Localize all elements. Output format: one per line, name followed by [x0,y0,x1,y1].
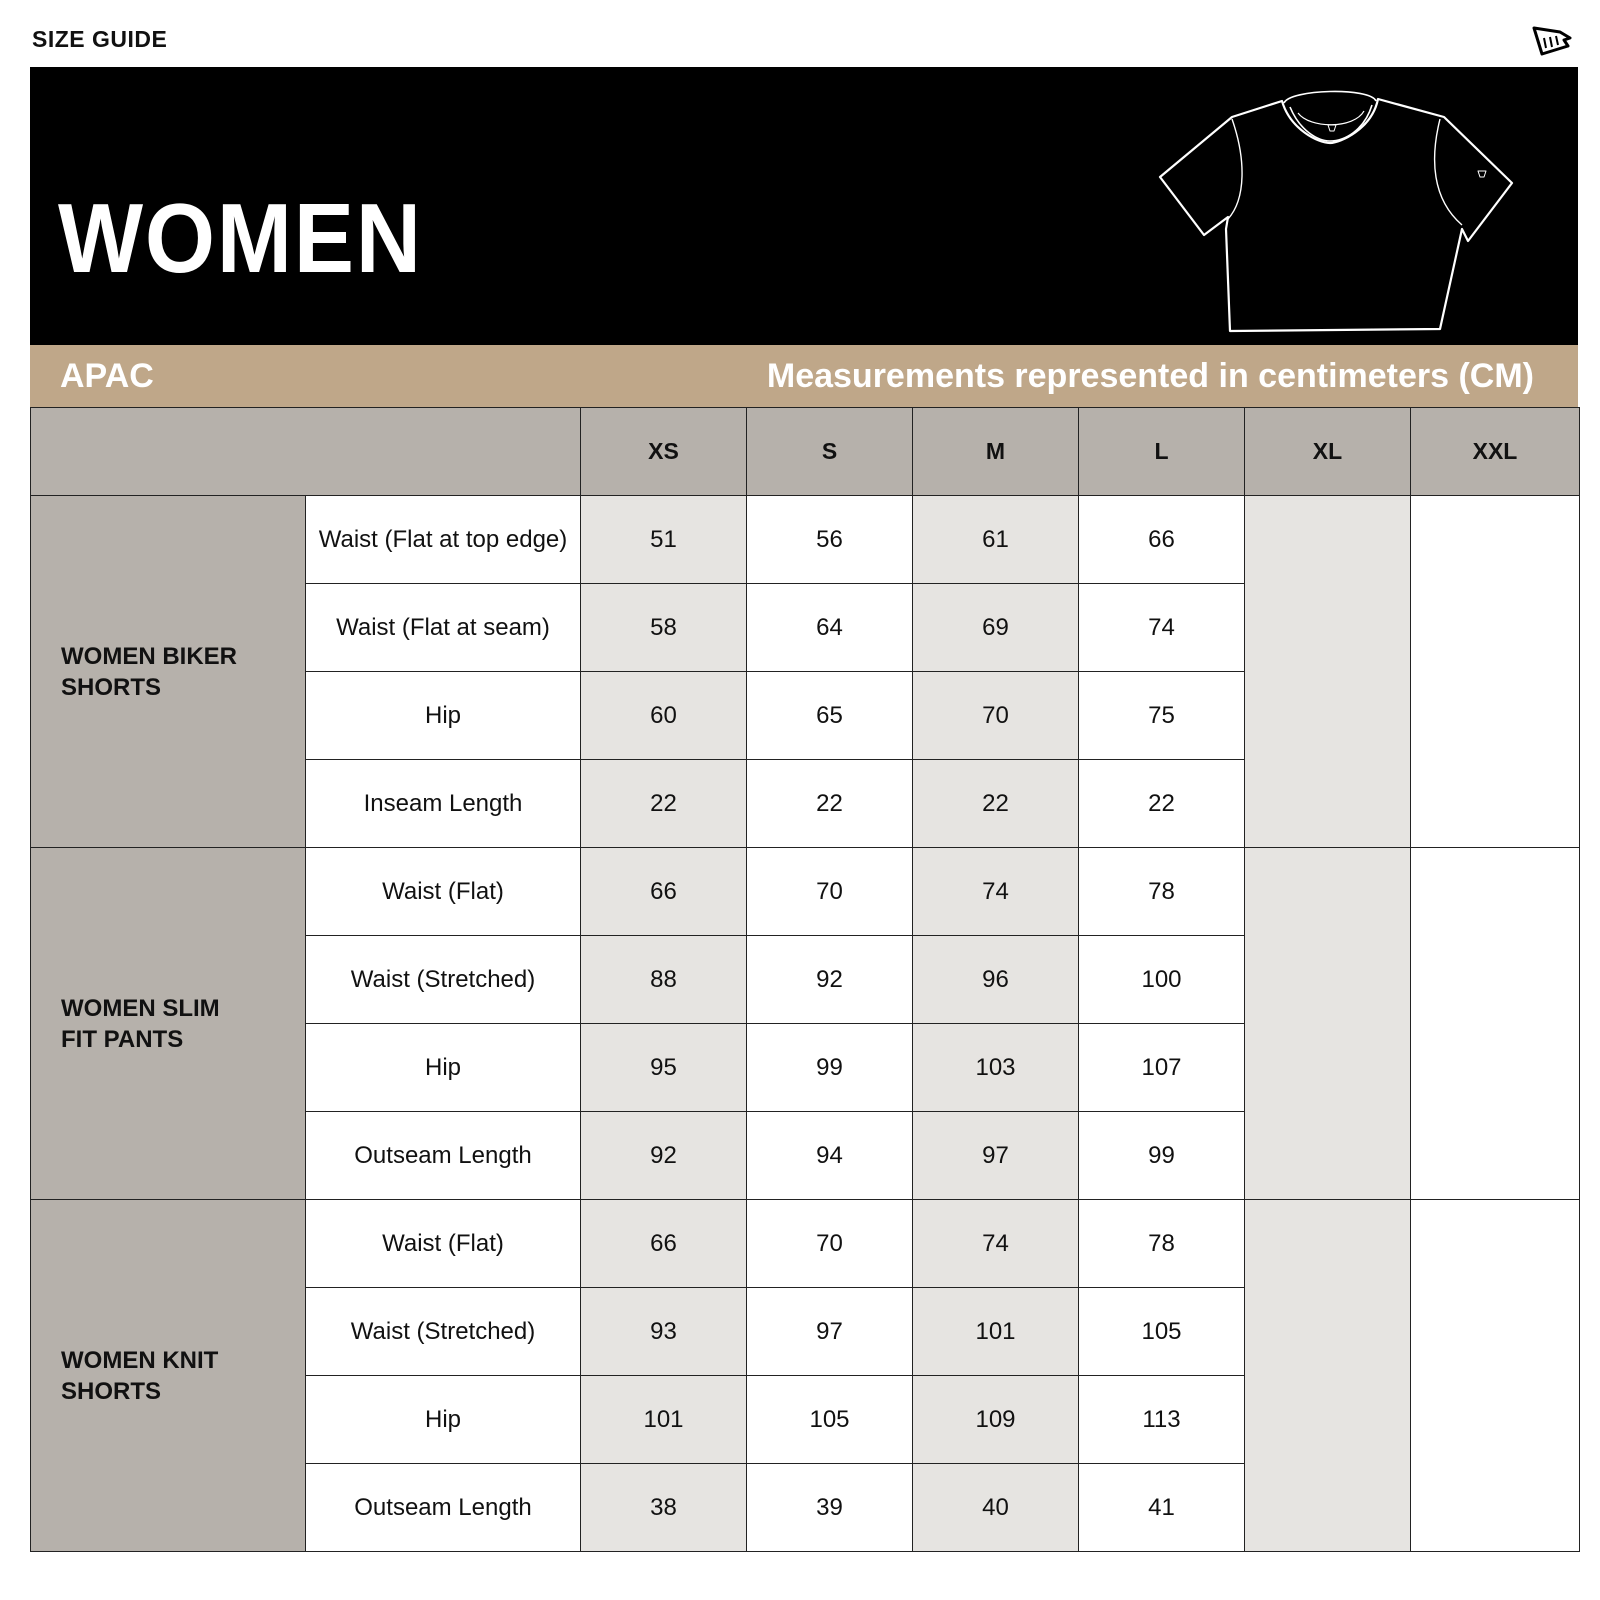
value-cell: 101 [913,1288,1079,1376]
value-cell: 66 [581,848,747,936]
table-row [31,496,1580,584]
category-label: WOMEN BIKER SHORTS [31,496,306,848]
value-cell: 70 [747,848,913,936]
value-cell: 69 [913,584,1079,672]
measurement-label: Inseam Length [306,760,581,848]
value-cell: 39 [747,1464,913,1552]
empty-xxl-cell [1411,496,1580,848]
size-table [30,407,1580,1552]
value-cell: 105 [1079,1288,1245,1376]
value-cell: 22 [1079,760,1245,848]
region-label: APAC [60,357,154,395]
empty-xl-cell [1245,848,1411,1200]
measurement-label: Outseam Length [306,1112,581,1200]
empty-xl-cell [1245,1200,1411,1552]
value-cell: 66 [581,1200,747,1288]
measurement-label: Waist (Flat) [306,1200,581,1288]
value-cell: 74 [913,1200,1079,1288]
size-header-xs: XS [581,408,747,496]
page-title: WOMEN [58,183,423,293]
size-guide-label: SIZE GUIDE [32,26,168,52]
value-cell: 70 [913,672,1079,760]
value-cell: 41 [1079,1464,1245,1552]
size-header-m: M [913,408,1079,496]
value-cell: 100 [1079,936,1245,1024]
value-cell: 95 [581,1024,747,1112]
cropped-tee-icon [1150,79,1530,341]
measurement-label: Waist (Stretched) [306,936,581,1024]
table-row [31,1200,1580,1288]
value-cell: 97 [913,1112,1079,1200]
measurement-label: Waist (Stretched) [306,1288,581,1376]
value-cell: 56 [747,496,913,584]
header-blank-cell [31,408,581,496]
value-cell: 40 [913,1464,1079,1552]
value-cell: 58 [581,584,747,672]
value-cell: 105 [747,1376,913,1464]
value-cell: 22 [747,760,913,848]
empty-xl-cell [1245,496,1411,848]
table-row [31,848,1580,936]
value-cell: 109 [913,1376,1079,1464]
value-cell: 74 [913,848,1079,936]
value-cell: 101 [581,1376,747,1464]
value-cell: 78 [1079,848,1245,936]
value-cell: 96 [913,936,1079,1024]
value-cell: 78 [1079,1200,1245,1288]
size-header-l: L [1079,408,1245,496]
value-cell: 88 [581,936,747,1024]
value-cell: 103 [913,1024,1079,1112]
measurement-label: Hip [306,1024,581,1112]
value-cell: 51 [581,496,747,584]
measurement-label: Hip [306,1376,581,1464]
value-cell: 92 [581,1112,747,1200]
measurement-label: Waist (Flat at seam) [306,584,581,672]
value-cell: 97 [747,1288,913,1376]
value-cell: 61 [913,496,1079,584]
new-era-flag-icon [1530,24,1574,58]
category-label: WOMEN KNIT SHORTS [31,1200,306,1552]
value-cell: 66 [1079,496,1245,584]
size-header-xxl: XXL [1411,408,1580,496]
value-cell: 65 [747,672,913,760]
measurement-label: Waist (Flat) [306,848,581,936]
size-header-row [31,408,1580,496]
empty-xxl-cell [1411,1200,1580,1552]
value-cell: 60 [581,672,747,760]
value-cell: 22 [581,760,747,848]
category-label: WOMEN SLIM FIT PANTS [31,848,306,1200]
value-cell: 74 [1079,584,1245,672]
value-cell: 92 [747,936,913,1024]
value-cell: 99 [747,1024,913,1112]
value-cell: 93 [581,1288,747,1376]
region-bar [30,345,1578,407]
value-cell: 99 [1079,1112,1245,1200]
value-cell: 38 [581,1464,747,1552]
value-cell: 75 [1079,672,1245,760]
value-cell: 94 [747,1112,913,1200]
empty-xxl-cell [1411,848,1580,1200]
size-header-s: S [747,408,913,496]
measurement-label: Outseam Length [306,1464,581,1552]
size-header-xl: XL [1245,408,1411,496]
measurement-label: Hip [306,672,581,760]
hero-banner [30,67,1578,345]
value-cell: 70 [747,1200,913,1288]
value-cell: 107 [1079,1024,1245,1112]
value-cell: 22 [913,760,1079,848]
value-cell: 64 [747,584,913,672]
value-cell: 113 [1079,1376,1245,1464]
units-note: Measurements represented in centimeters (CM) [766,357,1534,395]
measurement-label: Waist (Flat at top edge) [306,496,581,584]
